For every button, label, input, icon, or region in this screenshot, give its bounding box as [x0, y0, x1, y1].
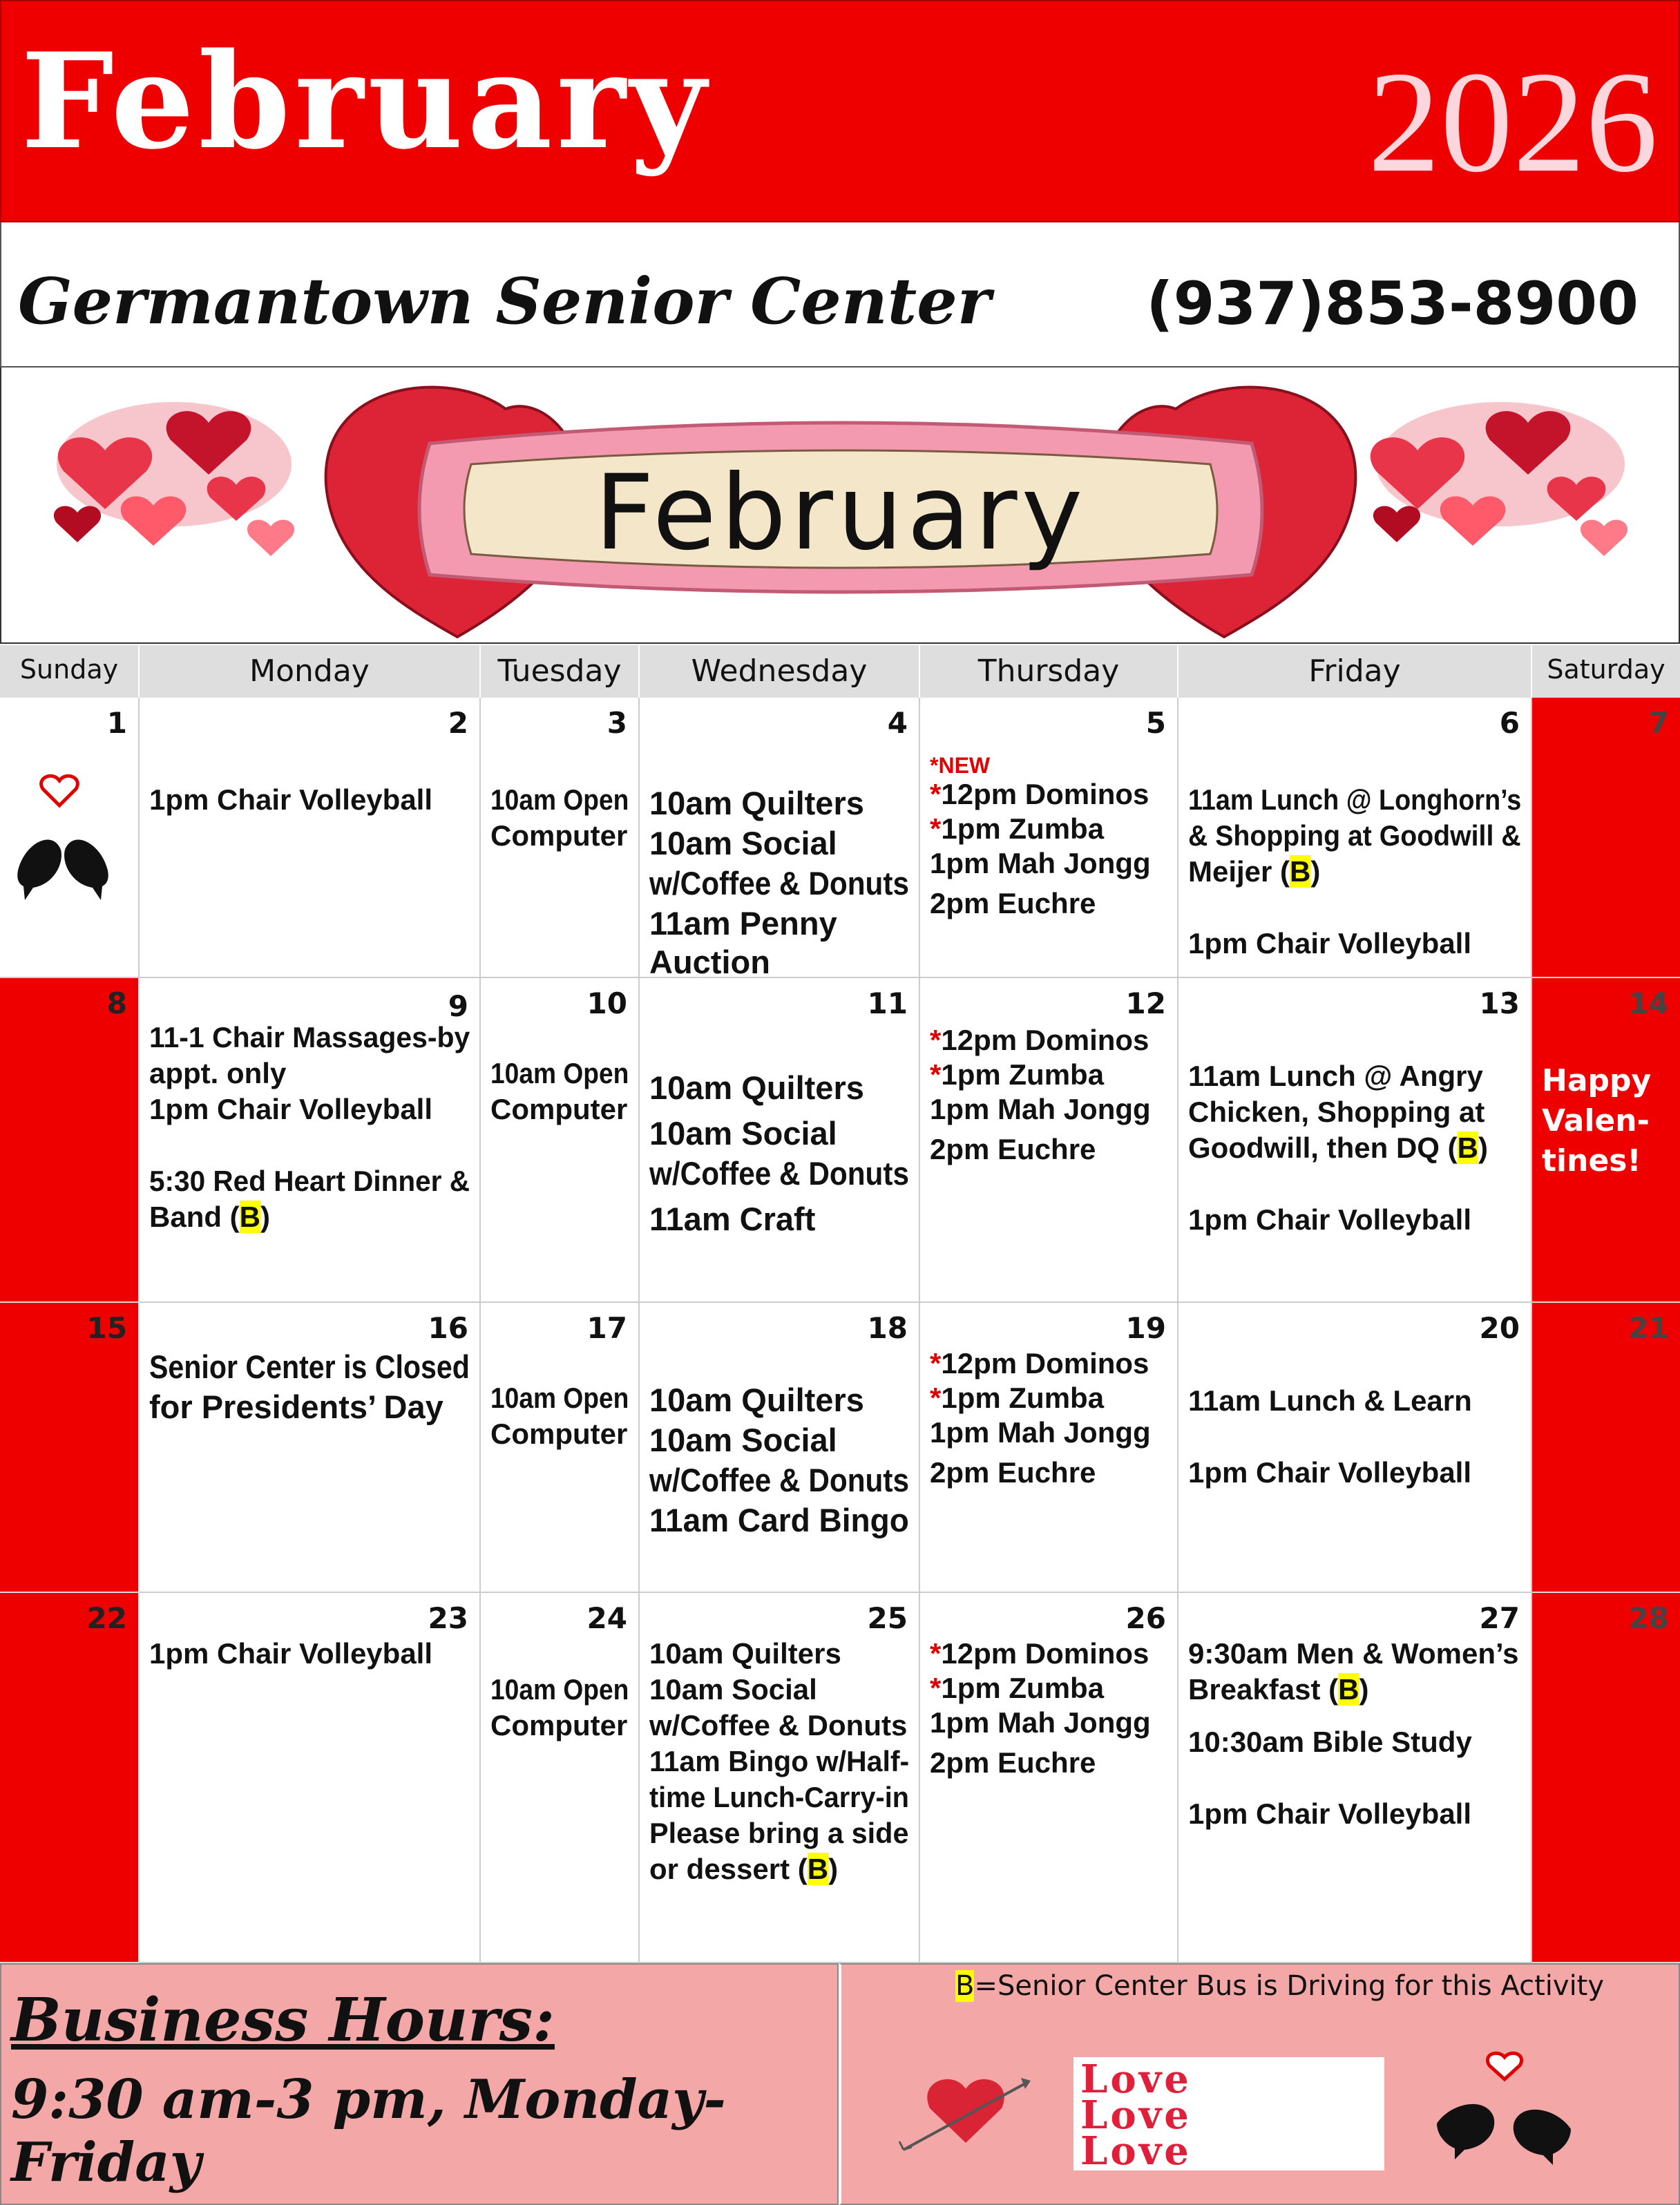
- dow-friday: Friday: [1178, 645, 1532, 698]
- day-cell: [140, 698, 481, 978]
- event-text: 1pm Chair Volleyball: [1188, 1203, 1472, 1236]
- day-number: 21: [1628, 1311, 1669, 1345]
- february-banner: [0, 368, 1680, 644]
- event-label: 12pm Dominos: [941, 1024, 1149, 1056]
- day-number: 10: [586, 986, 627, 1020]
- event-text: Computer: [490, 819, 628, 852]
- day-number: 19: [1125, 1311, 1166, 1345]
- dow-tuesday: Tuesday: [481, 645, 640, 698]
- valentine-text: tines!: [1542, 1143, 1641, 1178]
- event-text: [930, 1346, 1149, 1382]
- event-label: Goodwill, then DQ (: [1188, 1132, 1458, 1164]
- event-text: Auction: [649, 944, 770, 978]
- event-text: 9:30am Men & Women’s: [1188, 1637, 1519, 1670]
- month-title: February: [21, 24, 711, 178]
- event-label: ): [260, 1201, 270, 1233]
- event-text: 1pm Mah Jongg: [930, 1706, 1151, 1739]
- business-hours-panel: [0, 1963, 839, 2205]
- event-text: [1188, 854, 1320, 890]
- event-text: Chicken, Shopping at: [1188, 1096, 1485, 1128]
- event-text: 10:30am Bible Study: [1188, 1726, 1472, 1758]
- bus-marker: B: [1290, 855, 1311, 888]
- event-label: 12pm Dominos: [941, 1347, 1149, 1380]
- valentine-text: Valen-: [1542, 1103, 1650, 1138]
- event-text: 1pm Chair Volleyball: [1188, 927, 1472, 960]
- event-text: 11am Card Bingo: [649, 1502, 909, 1538]
- event-text: for Presidents’ Day: [149, 1388, 443, 1425]
- day-cell: [1178, 698, 1532, 978]
- event-text: 1pm Chair Volleyball: [1188, 1797, 1472, 1830]
- day-number: 7: [1648, 706, 1669, 740]
- bus-marker: B: [807, 1853, 829, 1885]
- star-mark: *: [930, 1382, 942, 1414]
- day-cell: [0, 1593, 140, 1963]
- star-mark: *: [930, 1058, 942, 1091]
- event-text: w/Coffee & Donuts: [649, 865, 910, 901]
- event-text: 11am Lunch @ Longhorn’s: [1188, 783, 1522, 816]
- event-text: [930, 1022, 1149, 1058]
- day-number: 20: [1479, 1311, 1520, 1345]
- star-mark: *: [930, 812, 942, 845]
- star-mark: *: [930, 1637, 942, 1670]
- event-text: Computer: [490, 1418, 628, 1450]
- star-mark: *: [930, 1347, 942, 1380]
- event-text: Please bring a side: [649, 1817, 909, 1849]
- day-number: 17: [586, 1311, 627, 1345]
- day-cell: [481, 1593, 640, 1963]
- day-cell: [1532, 978, 1680, 1303]
- event-text: 10am Quilters: [649, 1382, 864, 1418]
- hearts-cluster-icon: [1371, 402, 1628, 556]
- day-cell: [920, 1593, 1178, 1963]
- phone-number: (937)853-8900: [1146, 269, 1639, 338]
- dow-monday: Monday: [140, 645, 481, 698]
- business-hours-title: Business Hours:: [11, 1985, 555, 2055]
- day-cell: [640, 1303, 920, 1593]
- star-mark: *: [930, 1672, 942, 1704]
- bus-marker: B: [1457, 1132, 1478, 1164]
- lovebirds-icon: [11, 767, 115, 905]
- event-label: 12pm Dominos: [941, 778, 1149, 810]
- event-label: 1pm Zumba: [941, 1672, 1105, 1704]
- bus-marker: B: [1338, 1673, 1359, 1706]
- event-text: 10am Quilters: [649, 1637, 841, 1670]
- event-text: 1pm Mah Jongg: [930, 1093, 1151, 1125]
- day-number: 23: [428, 1601, 468, 1635]
- event-label: 1pm Zumba: [941, 1382, 1105, 1414]
- event-text: w/Coffee & Donuts: [649, 1155, 910, 1192]
- love-word: Love: [1080, 2056, 1192, 2102]
- event-text: w/Coffee & Donuts: [649, 1709, 908, 1741]
- day-number: 12: [1125, 986, 1166, 1020]
- day-cell: [0, 698, 140, 978]
- organization-name: Germantown Senior Center: [18, 264, 991, 338]
- event-text: 10am Social: [649, 825, 837, 861]
- day-cell: [481, 978, 640, 1303]
- bus-legend-text: =Senior Center Bus is Driving for this Activity: [974, 1970, 1605, 2002]
- event-label: Breakfast (: [1188, 1673, 1339, 1706]
- event-text: 1pm Chair Volleyball: [149, 783, 433, 816]
- event-text: 10am Social: [649, 1422, 837, 1458]
- event-text: [149, 1199, 270, 1235]
- event-text: 1pm Mah Jongg: [930, 1416, 1151, 1449]
- event-text: 1pm Mah Jongg: [930, 847, 1151, 879]
- day-number: 25: [867, 1601, 908, 1635]
- valentine-text: Happy: [1542, 1063, 1652, 1098]
- event-text: 10am Quilters: [649, 785, 864, 821]
- day-number: 26: [1125, 1601, 1166, 1635]
- event-text: [930, 1380, 1104, 1416]
- bus-marker: B: [955, 1970, 975, 2002]
- event-text: time Lunch-Carry-in: [649, 1781, 909, 1813]
- day-number: 18: [867, 1311, 908, 1345]
- star-mark: *: [930, 778, 942, 810]
- day-number: 15: [86, 1311, 127, 1345]
- star-mark: *: [930, 1024, 942, 1056]
- event-text: 10am Quilters: [649, 1069, 864, 1106]
- day-cell: [0, 978, 140, 1303]
- event-label: ): [1478, 1132, 1488, 1164]
- day-cell: [1532, 1593, 1680, 1963]
- event-text: 5:30 Red Heart Dinner &: [149, 1165, 470, 1197]
- day-number: 3: [607, 706, 627, 740]
- day-number: 1: [106, 706, 127, 740]
- day-number: 11: [867, 986, 908, 1020]
- event-label: ): [1359, 1673, 1369, 1706]
- event-text: [930, 1670, 1104, 1706]
- event-text: 10am Open: [490, 1673, 629, 1706]
- day-cell: [1532, 1303, 1680, 1593]
- day-number: 28: [1628, 1601, 1669, 1635]
- bus-marker: B: [239, 1201, 260, 1233]
- hearts-cluster-icon: [54, 402, 294, 556]
- organization-bar: [0, 222, 1680, 368]
- bus-legend: [955, 1970, 1604, 2002]
- event-label: ): [828, 1853, 839, 1885]
- dow-sunday: Sunday: [0, 645, 140, 698]
- event-text: 10am Social: [649, 1115, 837, 1152]
- event-text: 2pm Euchre: [930, 887, 1096, 919]
- day-cell: [481, 1303, 640, 1593]
- day-number: 6: [1499, 706, 1520, 740]
- event-text: w/Coffee & Donuts: [649, 1462, 910, 1498]
- love-word: Love: [1080, 2128, 1192, 2174]
- day-cell: [640, 698, 920, 978]
- event-text: [1188, 1130, 1488, 1166]
- event-text: & Shopping at Goodwill &: [1188, 819, 1521, 852]
- day-cell: [920, 978, 1178, 1303]
- day-number: 9: [448, 989, 468, 1023]
- day-number: 4: [887, 706, 908, 740]
- day-cell: [140, 978, 481, 1303]
- banner-text: February: [594, 453, 1087, 573]
- day-cell: [140, 1593, 481, 1963]
- event-label: or dessert (: [649, 1853, 808, 1885]
- day-number: 14: [1628, 986, 1669, 1020]
- month-header: [0, 0, 1680, 222]
- day-cell: [0, 1303, 140, 1593]
- event-text: [930, 811, 1104, 847]
- event-text: 1pm Chair Volleyball: [149, 1637, 433, 1670]
- dow-wednesday: Wednesday: [640, 645, 920, 698]
- event-text: 11am Lunch & Learn: [1188, 1384, 1472, 1417]
- event-text: 11-1 Chair Massages-by: [149, 1021, 470, 1053]
- day-cell: [140, 1303, 481, 1593]
- day-cell: [920, 1303, 1178, 1593]
- event-label: Meijer (: [1188, 855, 1290, 888]
- event-text: 1pm Chair Volleyball: [1188, 1456, 1472, 1489]
- day-cell: [1178, 1593, 1532, 1963]
- event-label: 1pm Zumba: [941, 812, 1105, 845]
- event-text: [930, 1057, 1104, 1093]
- event-text: 11am Bingo w/Half-: [649, 1745, 910, 1777]
- year-title: 2026: [1368, 42, 1658, 202]
- day-cell: [1178, 978, 1532, 1303]
- love-love-love-graphic: [1073, 2056, 1384, 2174]
- day-number: 22: [86, 1601, 127, 1635]
- banner-art: [1, 368, 1680, 642]
- event-label: Band (: [149, 1201, 240, 1233]
- day-cell: [1532, 698, 1680, 978]
- day-cell: [640, 1593, 920, 1963]
- event-text: Computer: [490, 1709, 628, 1741]
- lovebirds-icon: [1429, 2048, 1581, 2172]
- event-text: Senior Center is Closed: [149, 1348, 470, 1385]
- event-text: 11am Lunch @ Angry: [1188, 1060, 1483, 1092]
- day-cell: [920, 698, 1178, 978]
- new-tag: *NEW: [930, 753, 991, 778]
- event-text: 10am Open: [490, 1382, 629, 1414]
- event-text: 2pm Euchre: [930, 1746, 1096, 1779]
- event-label: 12pm Dominos: [941, 1637, 1149, 1670]
- event-text: appt. only: [149, 1057, 287, 1089]
- event-label: ): [1310, 855, 1321, 888]
- event-text: [1188, 1672, 1368, 1708]
- event-text: 2pm Euchre: [930, 1133, 1096, 1165]
- legend-panel: [839, 1963, 1680, 2205]
- event-text: [649, 1851, 838, 1887]
- event-text: 1pm Chair Volleyball: [149, 1093, 433, 1125]
- day-number: 8: [106, 986, 127, 1020]
- heart-arrow-icon: [897, 2068, 1035, 2158]
- event-text: Computer: [490, 1093, 628, 1125]
- event-text: [930, 776, 1149, 812]
- day-cell: [481, 698, 640, 978]
- day-number: 13: [1479, 986, 1520, 1020]
- day-number: 2: [448, 706, 468, 740]
- day-cell: [640, 978, 920, 1303]
- dow-saturday: Saturday: [1532, 645, 1680, 698]
- event-text: 11am Penny: [649, 905, 837, 942]
- event-text: 10am Open: [490, 1057, 629, 1089]
- day-number: 5: [1145, 706, 1166, 740]
- dow-thursday: Thursday: [920, 645, 1178, 698]
- event-text: 10am Social: [649, 1673, 817, 1706]
- event-text: [930, 1636, 1149, 1672]
- day-number: 16: [428, 1311, 468, 1345]
- day-number: 27: [1479, 1601, 1520, 1635]
- love-word: Love: [1080, 2092, 1192, 2138]
- day-number: 24: [586, 1601, 627, 1635]
- event-label: 1pm Zumba: [941, 1058, 1105, 1091]
- business-hours-text: 9:30 am-3 pm, Monday-Friday: [11, 2068, 726, 2194]
- event-text: 11am Craft: [649, 1201, 816, 1237]
- event-text: 2pm Euchre: [930, 1456, 1096, 1489]
- day-cell: [1178, 1303, 1532, 1593]
- event-text: 10am Open: [490, 783, 629, 816]
